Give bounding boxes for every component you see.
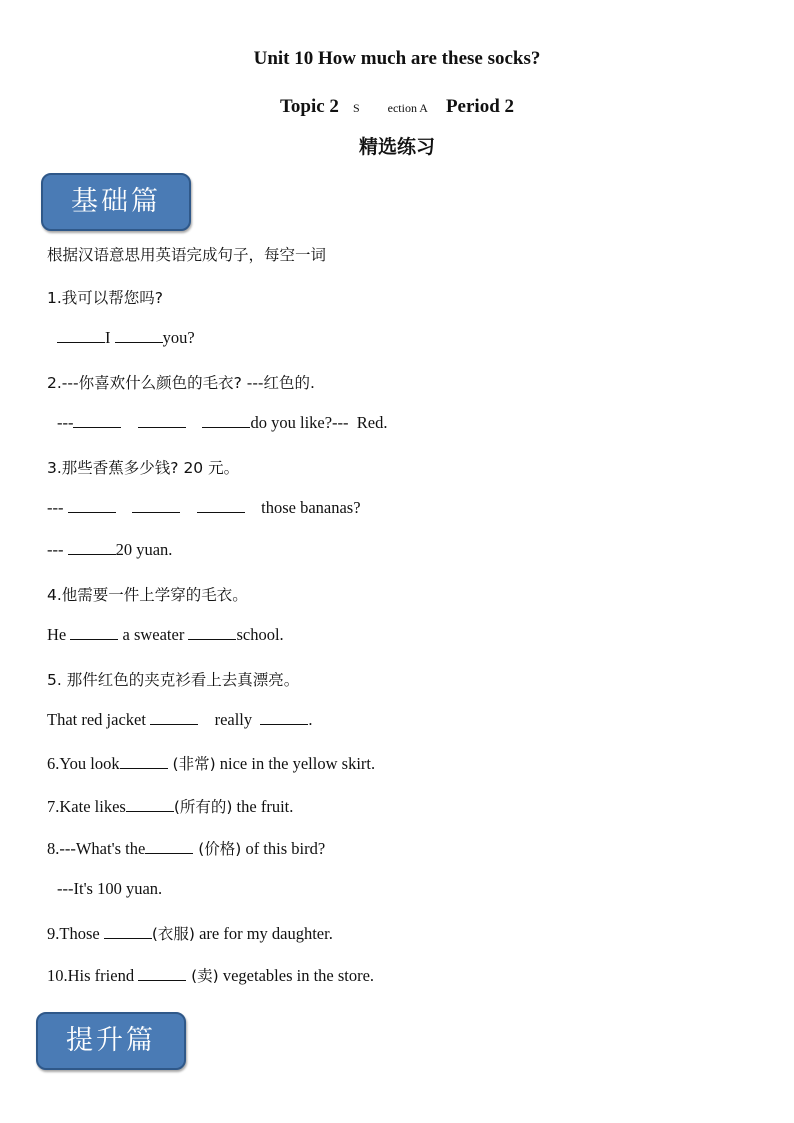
q8-reply: ---It's 100 yuan.	[57, 879, 163, 898]
period-label: Period 2	[445, 96, 515, 117]
blank[interactable]	[68, 540, 116, 555]
q1-prompt	[47, 286, 163, 308]
subtitle: 精选练习	[358, 136, 435, 158]
topic-label: Topic 2	[279, 96, 339, 117]
topic-line	[0, 96, 794, 118]
instructions: 根据汉语意思用英语完成句子，每空一词	[47, 246, 327, 264]
blank[interactable]	[260, 710, 308, 725]
q2-start: ---	[57, 413, 74, 432]
blank[interactable]	[132, 498, 180, 513]
advanced-section-badge: 提升篇	[36, 1012, 186, 1070]
q8-hint: (价格)	[193, 840, 242, 858]
q5-mid: really	[214, 710, 253, 729]
q5-prompt	[47, 668, 299, 690]
q5-end: .	[308, 710, 313, 729]
q1-answer	[57, 328, 195, 348]
q3-a1-end: those bananas?	[261, 498, 361, 517]
q5-prompt-text: 5. 那件红色的夹克衫看上去真漂亮。	[47, 671, 300, 689]
blank[interactable]	[145, 839, 193, 854]
q1-prompt-text: 1.我可以帮您吗?	[47, 289, 164, 307]
q3-answer1	[47, 498, 361, 518]
blank[interactable]	[57, 328, 105, 343]
q4-prompt	[47, 583, 248, 605]
blank[interactable]	[120, 754, 168, 769]
blank[interactable]	[126, 797, 174, 812]
q4-start: He	[47, 625, 67, 644]
blank[interactable]	[202, 413, 250, 428]
q10-hint: (卖)	[186, 967, 219, 985]
q10-start: 10.His friend	[47, 966, 139, 985]
q6-end: nice in the yellow skirt.	[215, 754, 376, 773]
q7-start: 7.Kate likes	[47, 797, 126, 816]
q3-a2-end: 20 yuan.	[115, 540, 173, 559]
q3-answer2	[47, 540, 172, 560]
blank[interactable]	[70, 625, 118, 640]
section-s: S	[352, 101, 360, 115]
q2-answer	[57, 413, 388, 433]
blank[interactable]	[138, 413, 186, 428]
section-rest: ection A	[387, 101, 428, 115]
blank[interactable]	[68, 498, 116, 513]
q5-start: That red jacket	[47, 710, 146, 729]
q4-mid: a sweater	[122, 625, 185, 644]
blank[interactable]	[150, 710, 198, 725]
q3-a1-start: ---	[47, 498, 64, 517]
q10	[47, 964, 374, 986]
q1-end: you?	[162, 328, 195, 347]
q9-end: are for my daughter.	[194, 924, 333, 943]
q9-start: 9.Those	[47, 924, 104, 943]
q3-prompt	[47, 456, 239, 478]
basic-section-badge: 基础篇	[41, 173, 191, 231]
q7-end: the fruit.	[232, 797, 294, 816]
blank[interactable]	[197, 498, 245, 513]
q3-a2-start: ---	[47, 540, 64, 559]
unit-title: Unit 10 How much are these socks?	[253, 48, 541, 69]
blank[interactable]	[104, 924, 152, 939]
q5-answer	[47, 710, 313, 730]
q2-mid: do you like?--- Red.	[250, 413, 388, 432]
q8-start: 8.---What's the	[47, 839, 146, 858]
q4-answer	[47, 625, 284, 645]
q2-prompt-text: 2.---你喜欢什么颜色的毛衣? ---红色的.	[47, 374, 315, 392]
q7-hint: (所有的)	[173, 798, 233, 816]
q7	[47, 795, 293, 817]
q10-end: vegetables in the store.	[218, 966, 375, 985]
q2-prompt	[47, 371, 315, 393]
q6	[47, 752, 375, 774]
q3-prompt-text: 3.那些香蕉多少钱? 20 元。	[47, 459, 240, 477]
q8	[47, 837, 325, 859]
q4-prompt-text: 4.他需要一件上学穿的毛衣。	[47, 586, 248, 604]
blank[interactable]	[73, 413, 121, 428]
q9	[47, 922, 333, 944]
blank[interactable]	[115, 328, 163, 343]
blank[interactable]	[188, 625, 236, 640]
q4-end: school.	[236, 625, 284, 644]
blank[interactable]	[138, 966, 186, 981]
q6-start: 6.You look	[47, 754, 120, 773]
q1-i: I	[105, 328, 111, 347]
q6-hint: (非常)	[167, 755, 216, 773]
q9-hint: (衣服)	[151, 925, 195, 943]
q8-end: of this bird?	[241, 839, 326, 858]
